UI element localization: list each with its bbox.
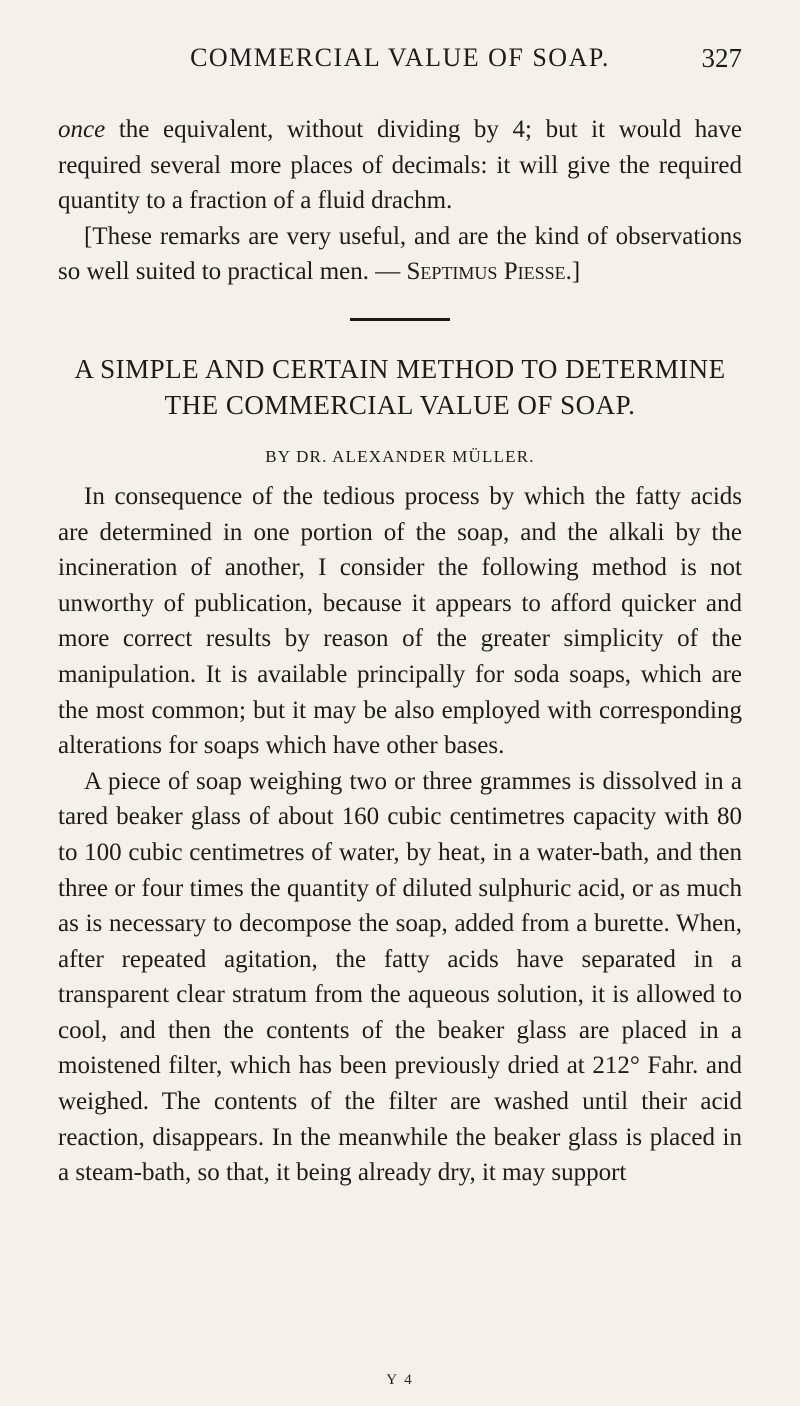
continuation-paragraph: [58, 112, 742, 219]
running-head: [58, 38, 742, 78]
page-number: 327: [701, 43, 742, 73]
section-divider: [350, 318, 450, 321]
signature-mark: Y 4: [386, 1372, 414, 1388]
article-title: A SIMPLE AND CERTAIN METHOD TO DETERMINE THE COMMERCIAL VALUE OF SOAP.: [74, 353, 726, 420]
article-paragraph-1: In consequence of the tedious process by which the fatty acids are determined in one portion of the soap, and the alkali by the incineration of another, I consider the following method is not unworthy of publication, because it appears to afford quicker and more correct results by reason of the greater simplicity of the manipulation. It is available principally for soda soaps, which are the most common; but it may be also employed with corresponding alterations for soaps which have other bases.: [58, 482, 742, 760]
article-byline: BY DR. ALEXANDER MÜLLER.: [265, 446, 535, 466]
editor-note-text: [These remarks are very useful, and are the kind of observations so well suited to practical men. —: [58, 222, 742, 286]
continuation-text: the equivalent, without dividing by 4; but it would have required several more places of decimals: it will give the required quantity to a fraction of a fluid drachm.: [58, 116, 742, 215]
editor-note: [58, 219, 742, 290]
running-title: COMMERCIAL VALUE OF SOAP.: [190, 43, 610, 72]
page-body: [58, 112, 742, 1191]
italic-lead: once: [58, 116, 106, 143]
article-paragraph-2: A piece of soap weighing two or three grammes is dissolved in a tared beaker glass of about 160 cubic centimetres capacity with 80 to 100 cubic centimetres of water, by heat, in a water-bath, and then three or four times the quantity of diluted sulphuric acid, or as much as is necessary to decompose the soap, added from a burette. When, after repeated agitation, the fatty acids have separated in a transparent clear stratum from the aqueous solution, it is allowed to cool, and then the contents of the beaker glass are placed in a moistened filter, which has been previously dried at 212° Fahr. and weighed. The contents of the filter are washed until their acid reaction, disappears. In the meanwhile the beaker glass is placed in a steam-bath, so that, it being already dry, it may support: [58, 767, 742, 1187]
editor-note-close: .]: [565, 258, 581, 286]
editor-note-author: Septimus Piesse: [406, 258, 566, 286]
